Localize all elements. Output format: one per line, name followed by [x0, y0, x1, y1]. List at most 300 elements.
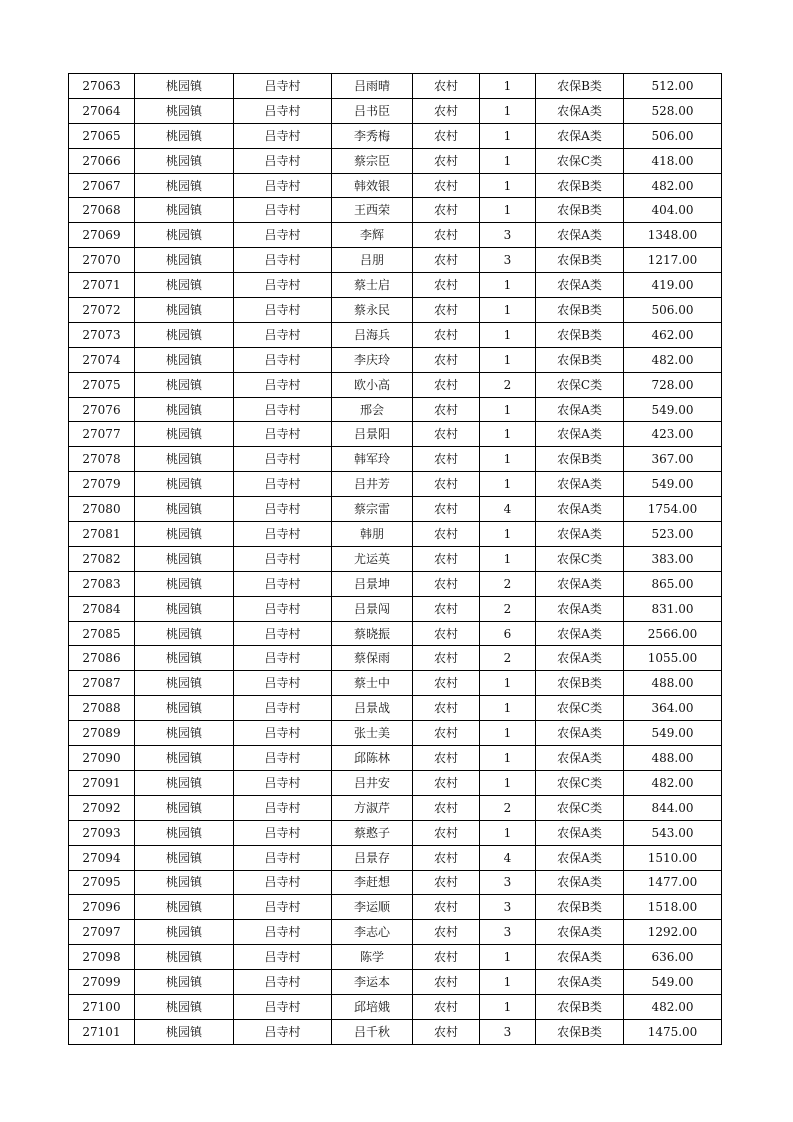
cell-category: 农保A类: [536, 621, 624, 646]
cell-name: 韩效银: [332, 173, 413, 198]
cell-town: 桃园镇: [135, 248, 234, 273]
cell-village: 吕寺村: [234, 646, 332, 671]
cell-name: 蔡保雨: [332, 646, 413, 671]
cell-town: 桃园镇: [135, 74, 234, 99]
table-row: [69, 173, 722, 198]
cell-id: 27092: [69, 795, 135, 820]
cell-area: 农村: [413, 920, 480, 945]
cell-people: 1: [480, 74, 536, 99]
cell-people: 1: [480, 770, 536, 795]
cell-people: 4: [480, 497, 536, 522]
table-row: [69, 98, 722, 123]
cell-town: 桃园镇: [135, 571, 234, 596]
cell-id: 27072: [69, 298, 135, 323]
cell-id: 27100: [69, 994, 135, 1019]
cell-category: 农保B类: [536, 895, 624, 920]
cell-area: 农村: [413, 770, 480, 795]
cell-village: 吕寺村: [234, 820, 332, 845]
cell-amount: 364.00: [624, 696, 722, 721]
cell-name: 蔡晓振: [332, 621, 413, 646]
cell-village: 吕寺村: [234, 970, 332, 995]
table-row: [69, 148, 722, 173]
cell-id: 27093: [69, 820, 135, 845]
cell-area: 农村: [413, 646, 480, 671]
cell-area: 农村: [413, 322, 480, 347]
table-row: [69, 870, 722, 895]
cell-category: 农保A类: [536, 596, 624, 621]
cell-town: 桃园镇: [135, 870, 234, 895]
cell-name: 吕海兵: [332, 322, 413, 347]
cell-name: 蔡士启: [332, 273, 413, 298]
cell-village: 吕寺村: [234, 696, 332, 721]
table-row: [69, 920, 722, 945]
cell-area: 农村: [413, 223, 480, 248]
cell-village: 吕寺村: [234, 397, 332, 422]
cell-name: 吕千秋: [332, 1019, 413, 1044]
cell-town: 桃园镇: [135, 397, 234, 422]
table-row: [69, 970, 722, 995]
cell-village: 吕寺村: [234, 497, 332, 522]
cell-name: 张士美: [332, 721, 413, 746]
table-row: [69, 770, 722, 795]
cell-area: 农村: [413, 347, 480, 372]
cell-name: 蔡士中: [332, 671, 413, 696]
cell-id: 27076: [69, 397, 135, 422]
cell-category: 农保A类: [536, 571, 624, 596]
cell-id: 27080: [69, 497, 135, 522]
cell-people: 1: [480, 472, 536, 497]
cell-village: 吕寺村: [234, 123, 332, 148]
cell-name: 韩朋: [332, 522, 413, 547]
cell-town: 桃园镇: [135, 148, 234, 173]
cell-id: 27083: [69, 571, 135, 596]
cell-id: 27081: [69, 522, 135, 547]
table-row: [69, 820, 722, 845]
cell-name: 方淑芹: [332, 795, 413, 820]
cell-people: 1: [480, 994, 536, 1019]
cell-amount: 383.00: [624, 546, 722, 571]
cell-id: 27084: [69, 596, 135, 621]
cell-village: 吕寺村: [234, 447, 332, 472]
cell-id: 27082: [69, 546, 135, 571]
cell-amount: 831.00: [624, 596, 722, 621]
cell-amount: 549.00: [624, 397, 722, 422]
table-row: [69, 347, 722, 372]
cell-town: 桃园镇: [135, 472, 234, 497]
table-row: [69, 945, 722, 970]
cell-category: 农保A类: [536, 820, 624, 845]
cell-category: 农保C类: [536, 696, 624, 721]
cell-people: 2: [480, 571, 536, 596]
cell-town: 桃园镇: [135, 447, 234, 472]
cell-people: 3: [480, 248, 536, 273]
cell-amount: 549.00: [624, 721, 722, 746]
cell-people: 1: [480, 347, 536, 372]
cell-village: 吕寺村: [234, 248, 332, 273]
table-row: [69, 621, 722, 646]
cell-people: 3: [480, 870, 536, 895]
cell-people: 3: [480, 920, 536, 945]
cell-village: 吕寺村: [234, 422, 332, 447]
cell-village: 吕寺村: [234, 994, 332, 1019]
cell-people: 6: [480, 621, 536, 646]
cell-amount: 523.00: [624, 522, 722, 547]
cell-name: 邱陈林: [332, 746, 413, 771]
cell-name: 吕景闯: [332, 596, 413, 621]
cell-id: 27079: [69, 472, 135, 497]
table-row: [69, 746, 722, 771]
cell-village: 吕寺村: [234, 198, 332, 223]
cell-id: 27068: [69, 198, 135, 223]
cell-town: 桃园镇: [135, 347, 234, 372]
table-row: [69, 298, 722, 323]
cell-town: 桃园镇: [135, 546, 234, 571]
table-row: [69, 596, 722, 621]
data-table: [68, 73, 722, 1045]
cell-town: 桃园镇: [135, 322, 234, 347]
cell-amount: 1292.00: [624, 920, 722, 945]
cell-amount: 636.00: [624, 945, 722, 970]
cell-name: 吕景存: [332, 845, 413, 870]
cell-town: 桃园镇: [135, 422, 234, 447]
cell-name: 欧小高: [332, 372, 413, 397]
cell-category: 农保A类: [536, 746, 624, 771]
cell-area: 农村: [413, 696, 480, 721]
cell-amount: 506.00: [624, 298, 722, 323]
cell-amount: 418.00: [624, 148, 722, 173]
cell-category: 农保A类: [536, 870, 624, 895]
cell-area: 农村: [413, 1019, 480, 1044]
cell-name: 吕雨晴: [332, 74, 413, 99]
cell-area: 农村: [413, 970, 480, 995]
cell-village: 吕寺村: [234, 522, 332, 547]
cell-category: 农保C类: [536, 546, 624, 571]
cell-name: 李运顺: [332, 895, 413, 920]
cell-area: 农村: [413, 422, 480, 447]
cell-people: 1: [480, 422, 536, 447]
cell-village: 吕寺村: [234, 845, 332, 870]
cell-category: 农保B类: [536, 74, 624, 99]
cell-people: 1: [480, 945, 536, 970]
cell-id: 27077: [69, 422, 135, 447]
cell-category: 农保A类: [536, 472, 624, 497]
cell-area: 农村: [413, 522, 480, 547]
cell-amount: 512.00: [624, 74, 722, 99]
cell-people: 1: [480, 522, 536, 547]
table-row: [69, 845, 722, 870]
cell-amount: 1477.00: [624, 870, 722, 895]
cell-id: 27097: [69, 920, 135, 945]
cell-amount: 528.00: [624, 98, 722, 123]
cell-name: 尤运英: [332, 546, 413, 571]
cell-town: 桃园镇: [135, 596, 234, 621]
table-row: [69, 422, 722, 447]
cell-category: 农保A类: [536, 970, 624, 995]
cell-area: 农村: [413, 198, 480, 223]
cell-id: 27086: [69, 646, 135, 671]
cell-people: 1: [480, 721, 536, 746]
cell-people: 2: [480, 795, 536, 820]
cell-village: 吕寺村: [234, 148, 332, 173]
table-row: [69, 74, 722, 99]
cell-town: 桃园镇: [135, 920, 234, 945]
cell-village: 吕寺村: [234, 870, 332, 895]
cell-area: 农村: [413, 596, 480, 621]
cell-amount: 462.00: [624, 322, 722, 347]
cell-area: 农村: [413, 895, 480, 920]
cell-amount: 482.00: [624, 770, 722, 795]
cell-amount: 1754.00: [624, 497, 722, 522]
cell-town: 桃园镇: [135, 820, 234, 845]
cell-area: 农村: [413, 546, 480, 571]
cell-town: 桃园镇: [135, 746, 234, 771]
cell-amount: 482.00: [624, 347, 722, 372]
cell-village: 吕寺村: [234, 372, 332, 397]
table-row: [69, 372, 722, 397]
cell-town: 桃园镇: [135, 970, 234, 995]
table-row: [69, 671, 722, 696]
cell-town: 桃园镇: [135, 845, 234, 870]
cell-amount: 488.00: [624, 746, 722, 771]
cell-category: 农保A类: [536, 497, 624, 522]
cell-amount: 844.00: [624, 795, 722, 820]
cell-id: 27089: [69, 721, 135, 746]
cell-town: 桃园镇: [135, 621, 234, 646]
cell-town: 桃园镇: [135, 770, 234, 795]
cell-category: 农保B类: [536, 347, 624, 372]
cell-people: 1: [480, 298, 536, 323]
table-row: [69, 447, 722, 472]
cell-amount: 1518.00: [624, 895, 722, 920]
cell-id: 27066: [69, 148, 135, 173]
cell-town: 桃园镇: [135, 173, 234, 198]
cell-people: 2: [480, 646, 536, 671]
cell-amount: 549.00: [624, 970, 722, 995]
cell-town: 桃园镇: [135, 223, 234, 248]
cell-people: 1: [480, 671, 536, 696]
cell-name: 邢会: [332, 397, 413, 422]
cell-category: 农保C类: [536, 148, 624, 173]
cell-name: 蔡宗臣: [332, 148, 413, 173]
cell-category: 农保B类: [536, 671, 624, 696]
table-row: [69, 522, 722, 547]
cell-category: 农保B类: [536, 198, 624, 223]
cell-town: 桃园镇: [135, 721, 234, 746]
cell-category: 农保A类: [536, 98, 624, 123]
table-row: [69, 696, 722, 721]
cell-category: 农保A类: [536, 920, 624, 945]
cell-category: 农保B类: [536, 173, 624, 198]
cell-area: 农村: [413, 721, 480, 746]
cell-id: 27065: [69, 123, 135, 148]
table-row: [69, 198, 722, 223]
cell-id: 27064: [69, 98, 135, 123]
cell-town: 桃园镇: [135, 945, 234, 970]
cell-town: 桃园镇: [135, 497, 234, 522]
cell-id: 27063: [69, 74, 135, 99]
cell-id: 27075: [69, 372, 135, 397]
cell-id: 27090: [69, 746, 135, 771]
cell-village: 吕寺村: [234, 347, 332, 372]
cell-town: 桃园镇: [135, 1019, 234, 1044]
cell-category: 农保A类: [536, 422, 624, 447]
cell-people: 3: [480, 895, 536, 920]
cell-name: 李秀梅: [332, 123, 413, 148]
cell-people: 4: [480, 845, 536, 870]
cell-village: 吕寺村: [234, 546, 332, 571]
cell-category: 农保B类: [536, 994, 624, 1019]
cell-area: 农村: [413, 621, 480, 646]
cell-town: 桃园镇: [135, 298, 234, 323]
cell-category: 农保A类: [536, 845, 624, 870]
cell-village: 吕寺村: [234, 1019, 332, 1044]
cell-category: 农保A类: [536, 646, 624, 671]
cell-category: 农保A类: [536, 397, 624, 422]
cell-people: 1: [480, 173, 536, 198]
cell-amount: 488.00: [624, 671, 722, 696]
cell-village: 吕寺村: [234, 596, 332, 621]
cell-area: 农村: [413, 994, 480, 1019]
cell-amount: 1055.00: [624, 646, 722, 671]
cell-category: 农保B类: [536, 447, 624, 472]
cell-amount: 2566.00: [624, 621, 722, 646]
cell-town: 桃园镇: [135, 198, 234, 223]
cell-people: 3: [480, 223, 536, 248]
cell-village: 吕寺村: [234, 770, 332, 795]
cell-amount: 1217.00: [624, 248, 722, 273]
cell-village: 吕寺村: [234, 571, 332, 596]
cell-people: 1: [480, 273, 536, 298]
cell-village: 吕寺村: [234, 621, 332, 646]
cell-village: 吕寺村: [234, 746, 332, 771]
cell-village: 吕寺村: [234, 795, 332, 820]
cell-category: 农保A类: [536, 273, 624, 298]
cell-id: 27096: [69, 895, 135, 920]
cell-area: 农村: [413, 845, 480, 870]
cell-village: 吕寺村: [234, 895, 332, 920]
cell-name: 吕景战: [332, 696, 413, 721]
cell-area: 农村: [413, 298, 480, 323]
cell-people: 1: [480, 696, 536, 721]
cell-id: 27085: [69, 621, 135, 646]
table-row: [69, 322, 722, 347]
cell-town: 桃园镇: [135, 372, 234, 397]
cell-name: 吕景阳: [332, 422, 413, 447]
cell-amount: 1510.00: [624, 845, 722, 870]
cell-town: 桃园镇: [135, 98, 234, 123]
cell-name: 吕朋: [332, 248, 413, 273]
table-row: [69, 571, 722, 596]
cell-id: 27078: [69, 447, 135, 472]
cell-town: 桃园镇: [135, 895, 234, 920]
cell-village: 吕寺村: [234, 98, 332, 123]
cell-amount: 367.00: [624, 447, 722, 472]
cell-area: 农村: [413, 746, 480, 771]
table-row: [69, 223, 722, 248]
cell-id: 27101: [69, 1019, 135, 1044]
cell-name: 李运本: [332, 970, 413, 995]
cell-area: 农村: [413, 372, 480, 397]
cell-people: 1: [480, 546, 536, 571]
cell-amount: 506.00: [624, 123, 722, 148]
cell-name: 韩军玲: [332, 447, 413, 472]
cell-area: 农村: [413, 497, 480, 522]
cell-name: 蔡憨子: [332, 820, 413, 845]
cell-people: 1: [480, 820, 536, 845]
cell-area: 农村: [413, 945, 480, 970]
table-row: [69, 397, 722, 422]
cell-category: 农保A类: [536, 721, 624, 746]
cell-amount: 1348.00: [624, 223, 722, 248]
cell-id: 27094: [69, 845, 135, 870]
cell-name: 吕书臣: [332, 98, 413, 123]
cell-amount: 1475.00: [624, 1019, 722, 1044]
cell-town: 桃园镇: [135, 795, 234, 820]
cell-village: 吕寺村: [234, 298, 332, 323]
cell-area: 农村: [413, 123, 480, 148]
cell-name: 李志心: [332, 920, 413, 945]
cell-area: 农村: [413, 248, 480, 273]
cell-area: 农村: [413, 671, 480, 696]
cell-people: 3: [480, 1019, 536, 1044]
cell-id: 27067: [69, 173, 135, 198]
cell-people: 1: [480, 123, 536, 148]
cell-people: 2: [480, 596, 536, 621]
cell-area: 农村: [413, 447, 480, 472]
cell-village: 吕寺村: [234, 223, 332, 248]
cell-category: 农保B类: [536, 298, 624, 323]
cell-name: 蔡永民: [332, 298, 413, 323]
cell-category: 农保A类: [536, 945, 624, 970]
cell-amount: 419.00: [624, 273, 722, 298]
cell-village: 吕寺村: [234, 721, 332, 746]
cell-id: 27069: [69, 223, 135, 248]
cell-area: 农村: [413, 148, 480, 173]
cell-id: 27098: [69, 945, 135, 970]
cell-amount: 482.00: [624, 994, 722, 1019]
cell-amount: 423.00: [624, 422, 722, 447]
cell-town: 桃园镇: [135, 994, 234, 1019]
cell-name: 李赶想: [332, 870, 413, 895]
cell-village: 吕寺村: [234, 920, 332, 945]
cell-id: 27087: [69, 671, 135, 696]
cell-area: 农村: [413, 820, 480, 845]
cell-people: 1: [480, 397, 536, 422]
cell-category: 农保B类: [536, 1019, 624, 1044]
table-body: [69, 74, 722, 1045]
cell-id: 27074: [69, 347, 135, 372]
cell-name: 蔡宗雷: [332, 497, 413, 522]
cell-town: 桃园镇: [135, 522, 234, 547]
table-row: [69, 895, 722, 920]
cell-village: 吕寺村: [234, 173, 332, 198]
cell-people: 1: [480, 447, 536, 472]
cell-village: 吕寺村: [234, 74, 332, 99]
cell-town: 桃园镇: [135, 696, 234, 721]
table-row: [69, 1019, 722, 1044]
cell-people: 1: [480, 970, 536, 995]
cell-amount: 549.00: [624, 472, 722, 497]
cell-category: 农保C类: [536, 770, 624, 795]
cell-people: 1: [480, 198, 536, 223]
cell-town: 桃园镇: [135, 123, 234, 148]
cell-town: 桃园镇: [135, 646, 234, 671]
table-row: [69, 123, 722, 148]
table-row: [69, 497, 722, 522]
cell-amount: 543.00: [624, 820, 722, 845]
cell-area: 农村: [413, 173, 480, 198]
cell-amount: 865.00: [624, 571, 722, 596]
